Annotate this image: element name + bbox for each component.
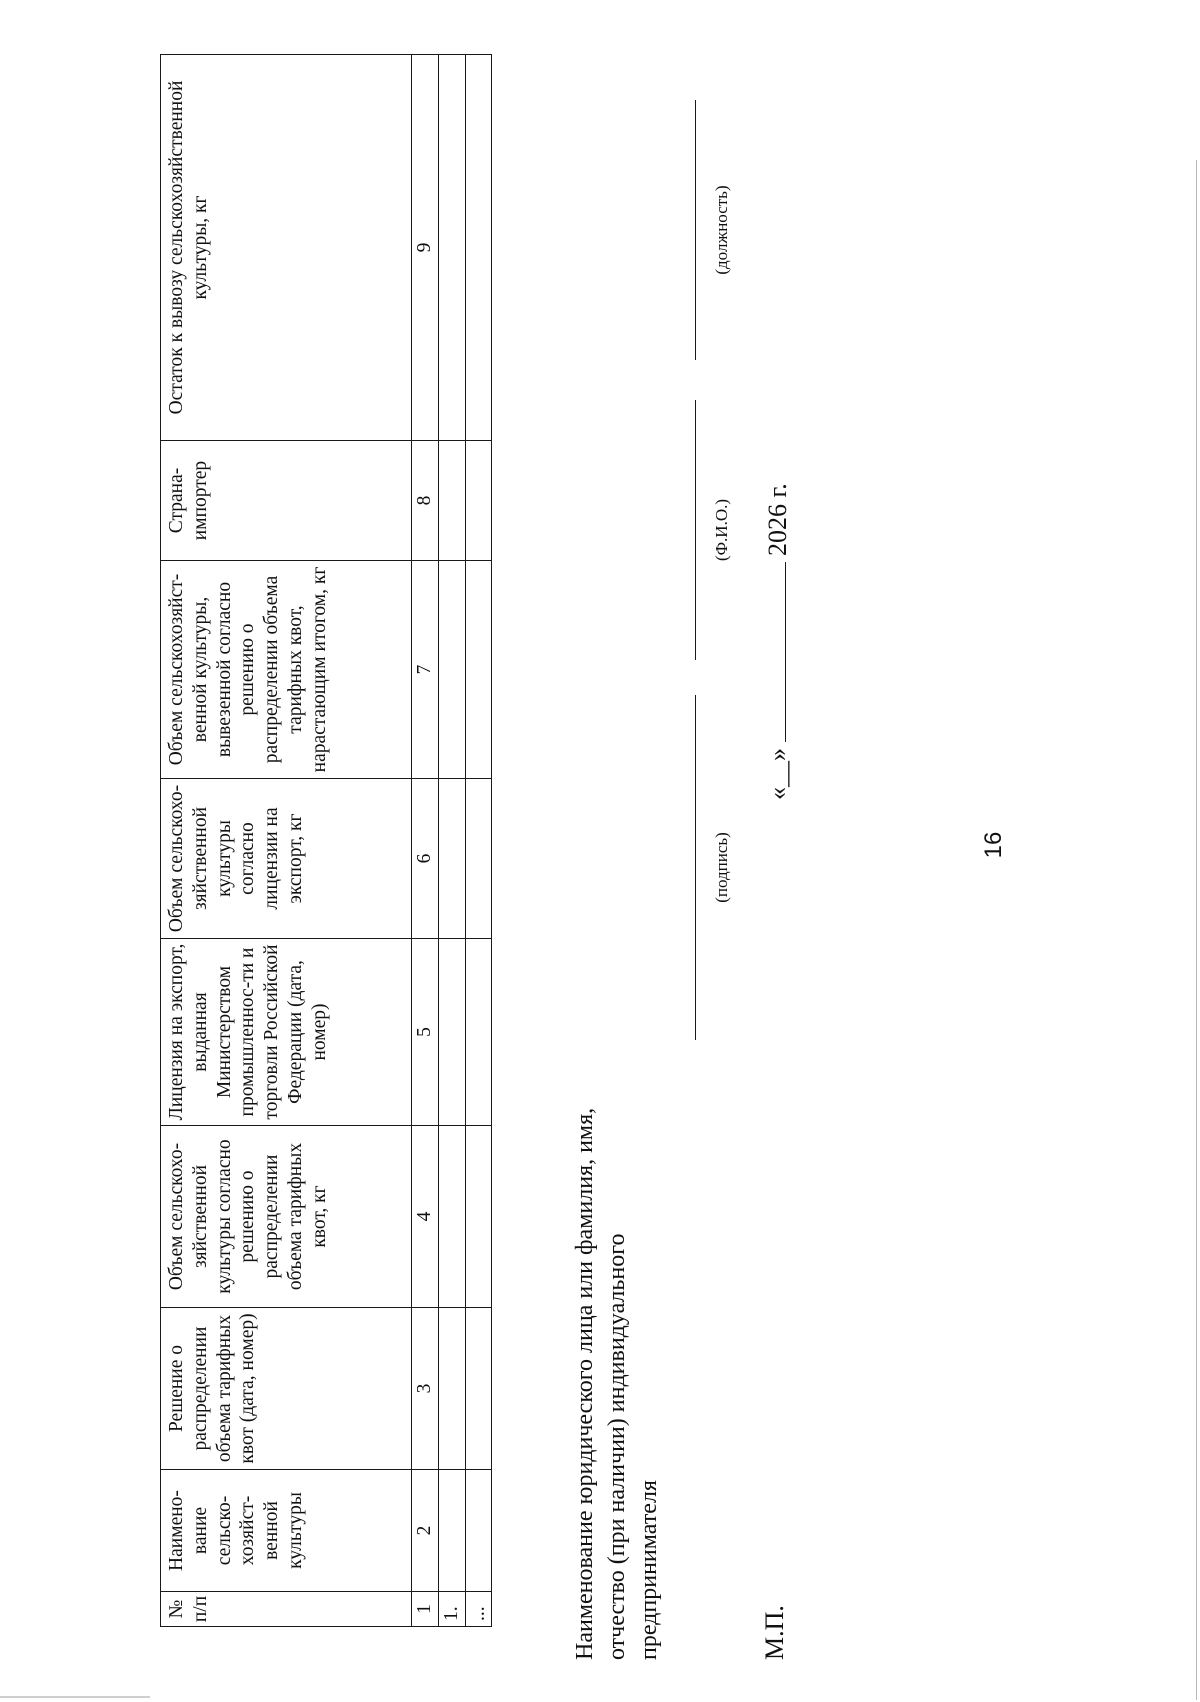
header-cell-quota-decision: Решение о распределении объема тарифных квот (дата, номер) <box>161 1308 412 1470</box>
table-cell <box>438 561 465 779</box>
page-number: 16 <box>980 831 1007 859</box>
date-day: «__» <box>763 748 792 800</box>
table-cell <box>465 441 492 561</box>
column-number-cell: 4 <box>412 1126 439 1308</box>
table-cell <box>465 1470 492 1592</box>
header-cell-license-volume: Объем сельскохо-зяйственной культуры согласно лицензии на экспорт, кг <box>161 779 412 939</box>
table-cell <box>438 939 465 1126</box>
table-cell <box>465 1308 492 1470</box>
table-cell <box>438 55 465 441</box>
table-cell: 1. <box>438 1592 465 1627</box>
full-name-line <box>695 400 696 660</box>
column-number-cell: 2 <box>412 1470 439 1592</box>
table-cell: ... <box>465 1592 492 1627</box>
column-number-cell: 8 <box>412 441 439 561</box>
column-number-cell: 6 <box>412 779 439 939</box>
header-cell-remaining-volume: Остаток к вывозу сельскохозяйственной культуры, кг <box>161 55 412 441</box>
table-cell <box>465 1126 492 1308</box>
header-cell-exported-volume: Объем сельскохозяйст-венной культуры, вывезенной согласно решению о распределении объема тарифных квот, нарастающим итогом, кг <box>161 561 412 779</box>
export-quota-table <box>160 54 492 1627</box>
full-name-caption: (Ф.И.О.) <box>712 498 731 562</box>
table-cell <box>438 441 465 561</box>
header-cell-crop-name: Наимено-вание сельско-хозяйст-венной культуры <box>161 1470 412 1592</box>
column-number-cell: 1 <box>412 1592 439 1627</box>
date-month-blank <box>765 562 786 742</box>
stamp-place-label: М.П. <box>760 1605 789 1660</box>
header-cell-importer-country: Страна-импортер <box>161 441 412 561</box>
header-cell-number: № п/п <box>161 1592 412 1627</box>
table-header-row <box>161 55 412 1627</box>
table-cell <box>465 561 492 779</box>
table-cell <box>438 1126 465 1308</box>
table-cell <box>465 779 492 939</box>
signature-caption: (подпись) <box>712 832 731 903</box>
scan-edge-line <box>0 1696 150 1698</box>
column-number-cell: 3 <box>412 1308 439 1470</box>
signature-line <box>695 695 696 1040</box>
table-row <box>465 55 492 1627</box>
rotated-form-page <box>160 30 1200 1660</box>
table-cell <box>438 1470 465 1592</box>
table-cell <box>438 1308 465 1470</box>
date-line <box>763 483 793 800</box>
column-number-cell: 7 <box>412 561 439 779</box>
column-numbers-row <box>412 55 439 1627</box>
column-number-cell: 9 <box>412 55 439 441</box>
header-cell-export-license: Лицензия на экспорт, выданная Министерством промышленнос-ти и торговли Российской Федерации (дата, номер) <box>161 939 412 1126</box>
entity-name-label: Наименование юридического лица или фамилия, имя, отчество (при наличии) индивидуального предпринимателя <box>572 1107 662 1660</box>
date-year: 2026 г. <box>763 483 792 556</box>
position-line <box>695 100 696 360</box>
table-row <box>438 55 465 1627</box>
table-cell <box>438 779 465 939</box>
header-cell-decision-volume: Объем сельскохо-зяйственной культуры согласно решению о распределении объема тарифных квот, кг <box>161 1126 412 1308</box>
table-cell <box>465 939 492 1126</box>
table-cell <box>465 55 492 441</box>
position-caption: (должность) <box>712 185 731 275</box>
column-number-cell: 5 <box>412 939 439 1126</box>
